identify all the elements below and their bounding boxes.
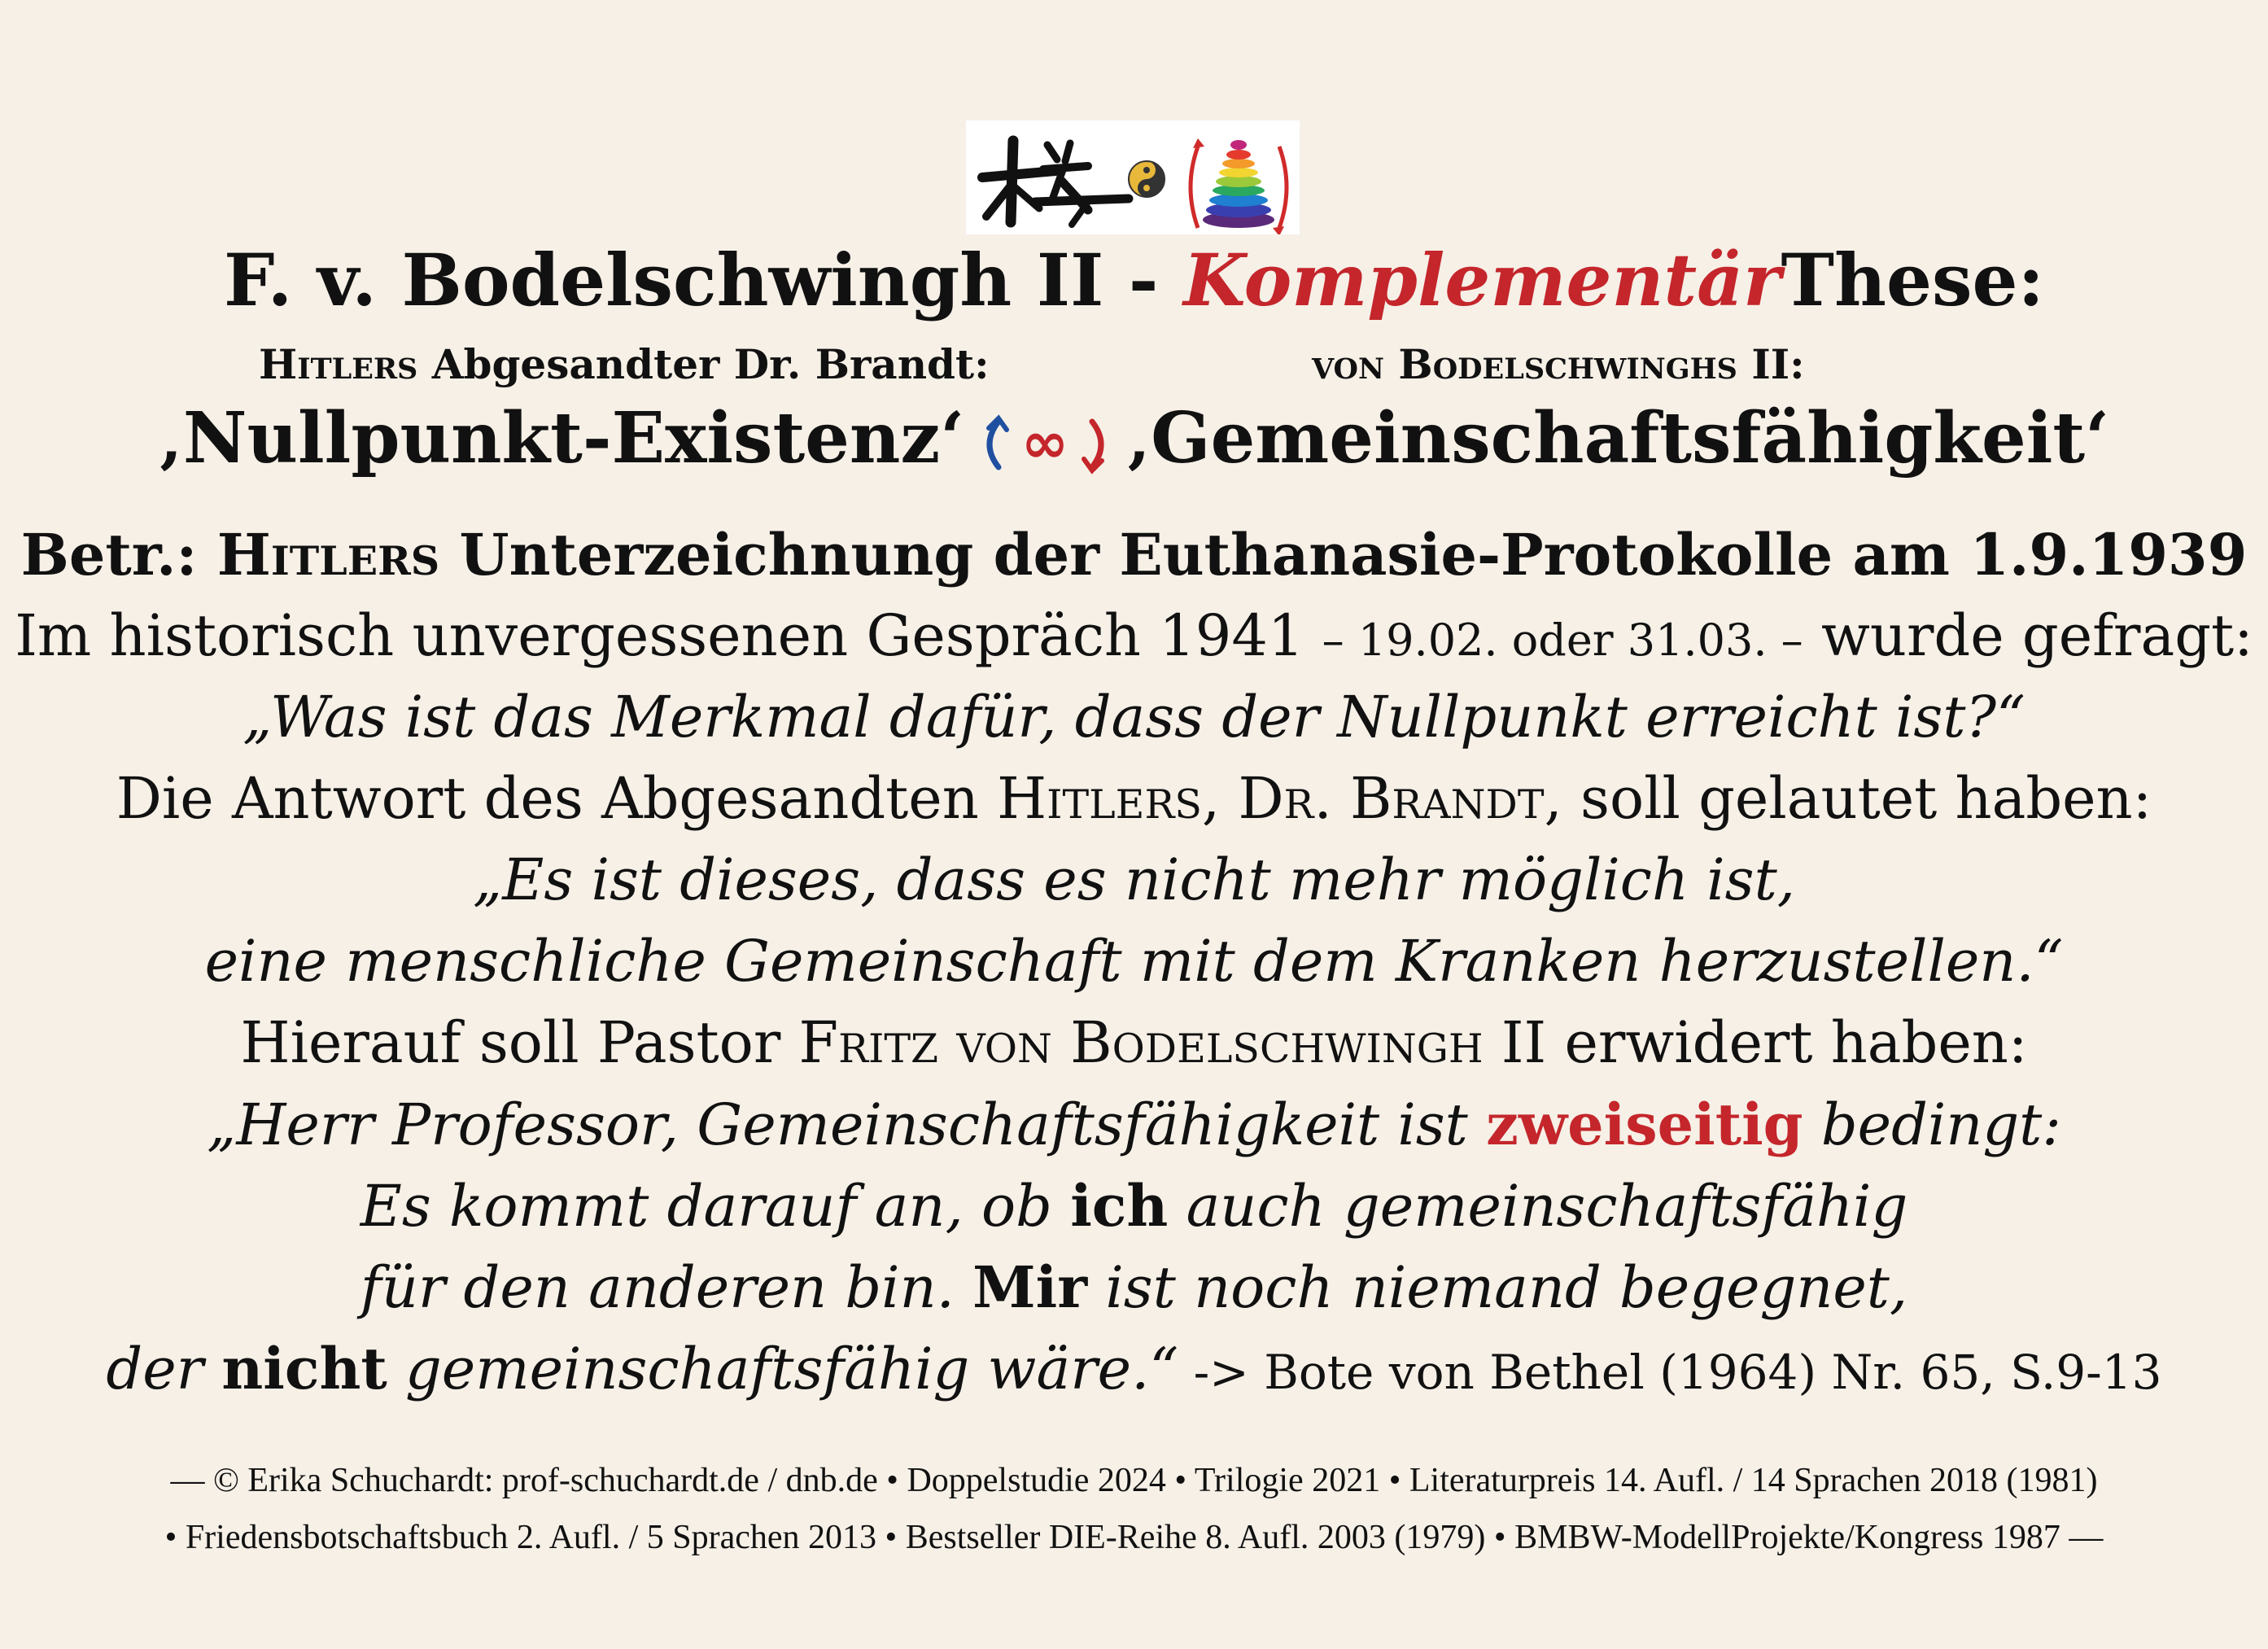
- line6-a: Hierauf soll Pastor: [240, 1009, 799, 1076]
- body-line-10: [0, 1335, 2268, 1402]
- logo: [966, 120, 1300, 234]
- left-term: ‚Nullpunkt-Existenz‘: [158, 397, 965, 479]
- right-subtitle-rest: II:: [1737, 340, 1805, 388]
- body-line-9: [0, 1253, 2268, 1321]
- page-title: [0, 238, 2268, 322]
- line9-bold: Mir: [972, 1253, 1088, 1321]
- line3-smallcaps-2: Dr. Brandt: [1238, 765, 1545, 832]
- right-subtitle: [1312, 340, 1805, 388]
- body-line-8: [0, 1172, 2268, 1240]
- body-line-1: [0, 602, 2268, 669]
- line6-smallcaps: Fritz von Bodelschwingh: [798, 1009, 1484, 1076]
- line10-bold: nicht: [221, 1335, 387, 1402]
- right-subtitle-smallcaps: von Bodelschwinghs: [1312, 340, 1737, 388]
- line8-bold: ich: [1070, 1172, 1169, 1240]
- title-emphasis: Komplementär: [1183, 238, 1781, 322]
- title-prefix: F. v. Bodelschwingh II -: [224, 238, 1184, 322]
- body-line-4: „Es ist dieses, dass es nicht mehr möglich ist,: [473, 846, 1795, 913]
- line6-b: II erwidert haben:: [1483, 1009, 2028, 1076]
- left-subtitle-rest: Abgesandter Dr. Brandt:: [417, 340, 990, 388]
- line7-b: bedingt:: [1803, 1091, 2061, 1158]
- line3-c: , soll gelautet haben:: [1544, 765, 2152, 832]
- body-line-5: eine menschliche Gemeinschaft mit dem Kranken herzustellen.“: [204, 928, 2064, 995]
- betr-prefix: Betr.:: [20, 521, 217, 588]
- infinity-symbol: ∞: [1021, 411, 1069, 476]
- line9-a: für den anderen bin.: [360, 1254, 973, 1321]
- line1-a: Im historisch unvergessenen Gespräch 1941: [15, 602, 1322, 669]
- title-suffix: These:: [1781, 238, 2044, 322]
- line9-b: ist noch niemand begegnet,: [1087, 1254, 1908, 1321]
- body-line-2: „Was ist das Merkmal dafür, dass der Nullpunkt erreicht ist?“: [243, 684, 2025, 750]
- line3-smallcaps-1: Hitlers: [997, 765, 1202, 832]
- line10-b: gemeinschaftsfähig wäre.“: [387, 1336, 1179, 1402]
- betr-smallcaps: Hitlers: [216, 521, 440, 588]
- line7-a: „Herr Professor, Gemeinschaftsfähigkeit ist: [207, 1091, 1487, 1158]
- left-subtitle: [259, 340, 990, 388]
- line3-b: ,: [1201, 765, 1239, 832]
- line1-dates: – 19.02. oder 31.03. –: [1322, 615, 1803, 666]
- line8-b: auch gemeinschaftsfähig: [1168, 1173, 1908, 1240]
- line1-b: wurde gefragt:: [1803, 602, 2253, 669]
- left-subtitle-smallcaps: Hitlers: [259, 340, 418, 388]
- line10-a: der: [106, 1336, 222, 1402]
- body-line-7: [0, 1091, 2268, 1158]
- line8-a: Es kommt darauf an, ob: [360, 1173, 1071, 1240]
- subject-line: [0, 521, 2268, 588]
- right-term: ‚Gemeinschaftsfähigkeit‘: [1126, 397, 2110, 479]
- footer-line-1: — © Erika Schuchardt: prof-schuchardt.de / dnb.de • Doppelstudie 2024 • Trilogie 2021 • Literaturpreis 14. Aufl. / 14 Sprachen 2018 (1981): [170, 1462, 2098, 1499]
- footer-line-2: • Friedensbotschaftsbuch 2. Aufl. / 5 Sprachen 2013 • Bestseller DIE-Reihe 8. Aufl. 2003 (1979) • BMBW-ModellProjekte/Kongress 1987 —: [164, 1519, 2104, 1556]
- line7-highlight: zweiseitig: [1486, 1091, 1803, 1158]
- body-line-6: [0, 1009, 2268, 1076]
- infinity-cycle-icon: [974, 412, 1117, 477]
- terms-row: [0, 397, 2268, 479]
- calligraphy-yinyang-spiral-logo-icon: [966, 120, 1300, 234]
- line3-a: Die Antwort des Abgesandten: [116, 765, 998, 832]
- betr-rest: Unterzeichnung der Euthanasie-Protokolle am 1.9.1939: [439, 521, 2248, 588]
- source-citation: -> Bote von Bethel (1964) Nr. 65, S.9-13: [1178, 1345, 2162, 1400]
- body-line-3: [0, 765, 2268, 832]
